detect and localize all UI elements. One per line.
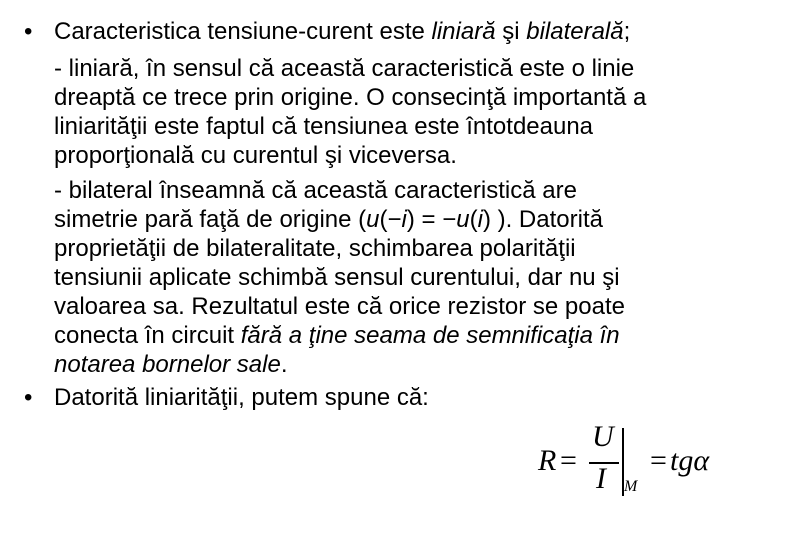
paragraph-line: - bilateral înseamnă că această caracteristică are — [54, 177, 577, 204]
bullet-text — [54, 17, 630, 47]
text-segment: (− — [379, 206, 402, 233]
paragraph-line: proprietăţii de bilateralitate, schimbarea polarităţii — [54, 235, 576, 262]
italic-phrase: notarea bornelor sale — [54, 351, 281, 378]
math-var: u — [456, 206, 470, 233]
italic-phrase: fără a ţine seama de semnificaţia în — [240, 322, 620, 349]
bullet-dot: • — [24, 18, 33, 45]
text-segment: ( — [469, 206, 478, 233]
paragraph-line: proporţională cu curentul şi viceversa. — [54, 142, 457, 169]
paragraph-bilateral — [54, 176, 784, 379]
text-segment: simetrie pară faţă de origine ( — [54, 206, 367, 233]
text-segment: . — [280, 351, 288, 378]
text-segment: ) ). Datorită — [482, 206, 603, 233]
formula-tg-alpha: tgα — [670, 444, 710, 477]
paragraph-line: liniarităţii este faptul că tensiunea este întotdeauna — [54, 113, 594, 140]
resistance-formula — [536, 420, 736, 504]
text-segment: ; — [623, 18, 631, 45]
formula-equals: = — [560, 444, 577, 477]
text-segment: şi — [495, 18, 527, 45]
formula-R: R — [538, 444, 557, 477]
formula-subscript-M: M — [624, 478, 638, 495]
paragraph-line: valoarea sa. Rezultatul este că orice rezistor se poate — [54, 293, 625, 320]
paragraph-line — [54, 205, 784, 234]
paragraph-line: tensiunii aplicate schimbă sensul curentului, dar nu şi — [54, 264, 620, 291]
bullet-text: Datorită liniarităţii, putem spune că: — [54, 384, 429, 411]
bullet-dot: • — [24, 384, 33, 411]
paragraph-line — [54, 350, 784, 379]
math-var: i — [477, 206, 483, 233]
formula-equals-2: = — [650, 444, 667, 477]
formula-numerator-U: U — [592, 420, 614, 453]
italic-term-liniara: liniară — [431, 18, 496, 45]
text-segment: ) = − — [406, 206, 457, 233]
paragraph-line: - liniară, în sensul că această caracteristică este o linie — [54, 55, 635, 82]
italic-term-bilaterala: bilaterală — [526, 18, 624, 45]
paragraph-line: dreaptă ce trece prin origine. O consecinţă importantă a — [54, 84, 647, 111]
paragraph-liniara — [54, 54, 784, 170]
text-segment: Caracteristica tensiune-curent este — [54, 18, 432, 45]
math-var: u — [366, 206, 380, 233]
paragraph-line — [54, 321, 784, 350]
text-segment: conecta în circuit — [54, 322, 241, 349]
math-var: i — [401, 206, 407, 233]
formula-denominator-I: I — [596, 462, 606, 495]
